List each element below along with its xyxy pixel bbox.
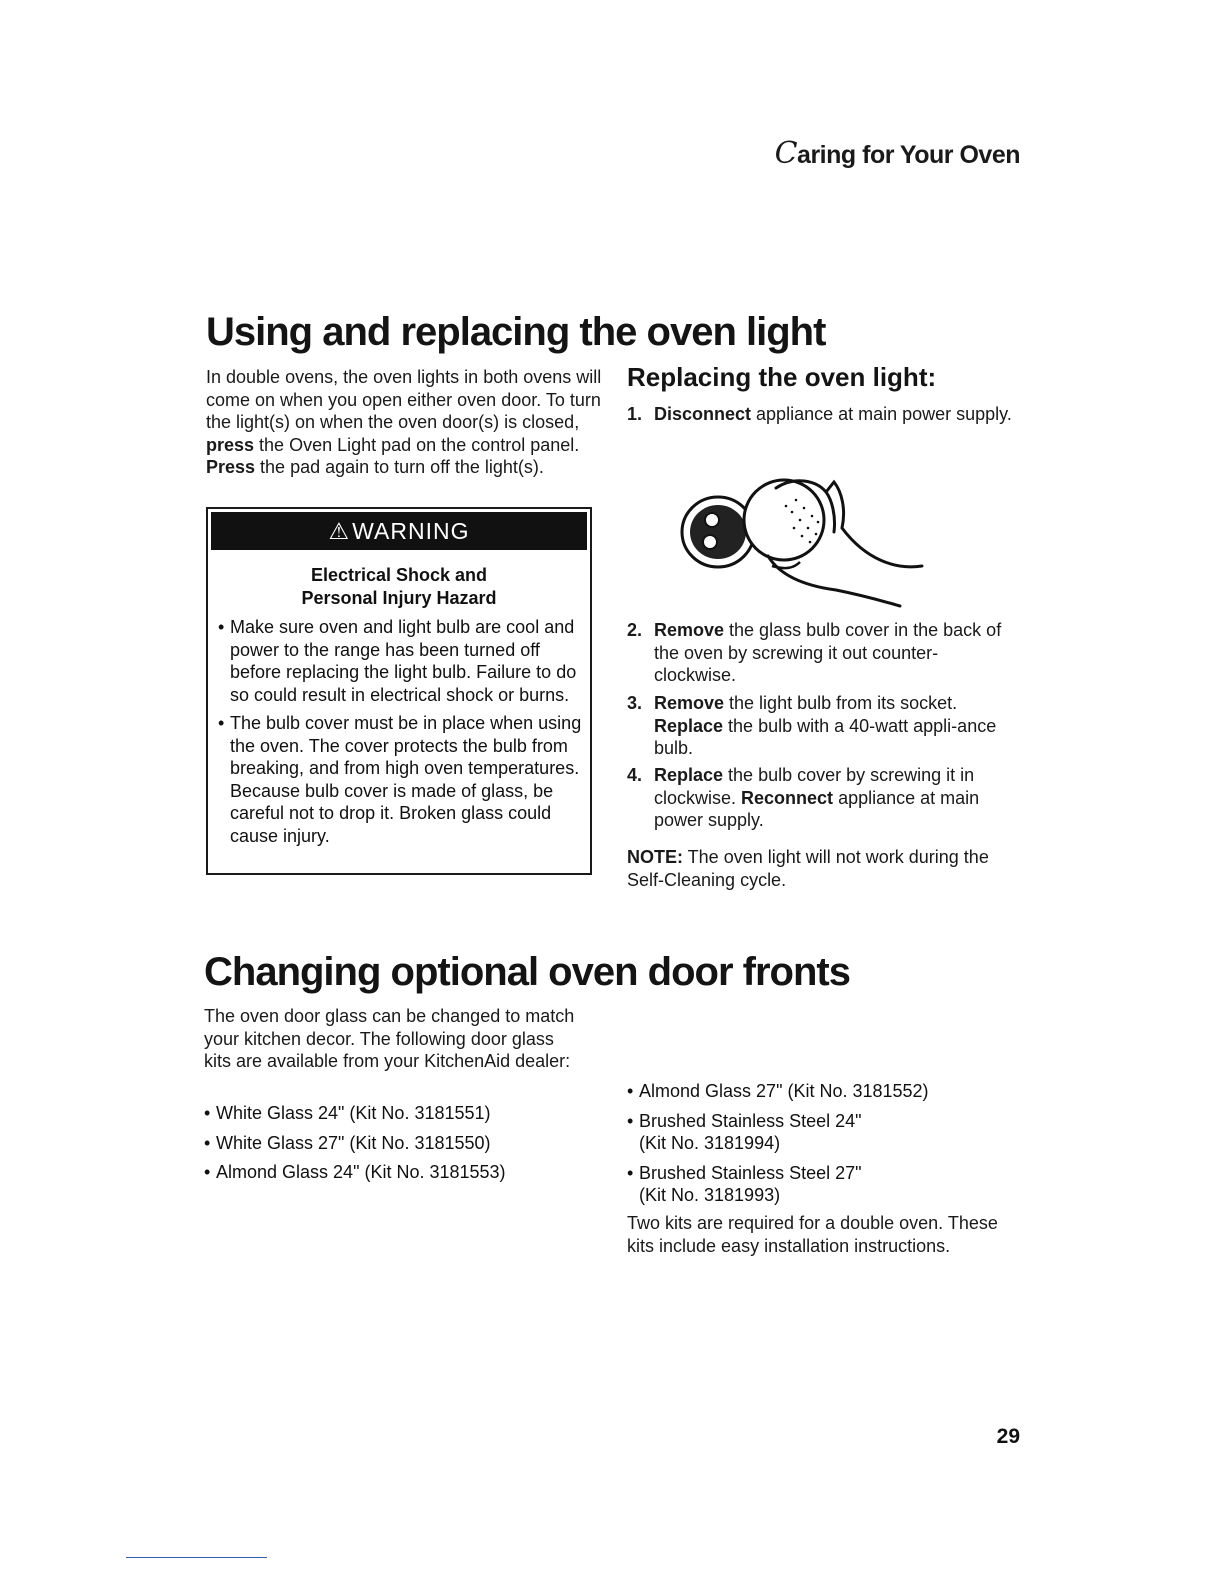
intro-text: In double ovens, the oven lights in both ovens will come on when you open either oven door. To turn the light(s) on when the oven door(s) is closed, [206, 367, 602, 432]
note-text: The oven light will not work during the Self-Cleaning cycle. [627, 847, 989, 890]
step-text: appliance at main power supply. [751, 404, 1012, 424]
page-number: 29 [996, 1425, 1020, 1448]
bullet-icon: • [204, 1132, 211, 1153]
warning-list [208, 616, 590, 847]
step-text [654, 403, 1017, 426]
bullet-icon: • [627, 1110, 634, 1131]
glass-bulb-cover [744, 480, 824, 560]
bullet-icon: • [627, 1162, 634, 1183]
hand-unscrewing-bulb-cover-illustration [676, 470, 926, 610]
step-emphasis: Replace [654, 765, 724, 785]
step-emphasis: Replace [654, 715, 724, 736]
step-text [654, 692, 1017, 760]
kit-list-left [204, 1102, 584, 1191]
footer-rule [126, 1557, 267, 1558]
replacing-oven-light-title: Replacing the oven light: [627, 362, 937, 392]
step-text: the bulb with a 40-watt appli-ance bulb. [654, 715, 997, 758]
step-emphasis: Remove [654, 693, 725, 713]
kit-list-right [627, 1080, 1007, 1214]
kit-item [627, 1162, 889, 1207]
step-3 [627, 692, 1017, 760]
running-header [700, 136, 1020, 171]
hand-palm-outline [768, 556, 900, 606]
intro-emphasis: Press [206, 457, 256, 477]
warning-item [218, 616, 582, 706]
hazard-title-line-1: Electrical Shock and [310, 565, 488, 585]
bullet-icon: • [218, 617, 225, 637]
door-kits-closing: Two kits are required for a double oven. These kits include easy installation instructions. [627, 1213, 998, 1256]
hazard-title [208, 564, 590, 610]
kit-item-text: Brushed Stainless Steel 24" (Kit No. 3181994) [639, 1110, 862, 1153]
step-emphasis: Remove [654, 620, 725, 640]
step-emphasis: Disconnect [654, 404, 752, 424]
step-text: the bulb cover by screwing it in clockwise. [654, 765, 975, 808]
step-4 [627, 764, 1017, 832]
intro-text: the Oven Light pad on the control panel. [254, 434, 580, 455]
note-label: NOTE: [627, 847, 683, 867]
self-clean-note [627, 846, 1017, 891]
step-2 [627, 619, 1017, 687]
kit-item [204, 1102, 584, 1125]
step-number: 3. [627, 693, 643, 713]
step-number: 1. [627, 404, 643, 424]
section-title-door-fronts: Changing optional oven door fronts [204, 950, 850, 994]
bullet-icon: • [204, 1103, 211, 1123]
socket-contact-bottom [703, 535, 717, 549]
kit-item [627, 1080, 1007, 1103]
kit-item-text: Almond Glass 24" (Kit No. 3181553) [216, 1162, 506, 1182]
warning-label: WARNING [352, 517, 470, 544]
step-number: 4. [627, 765, 643, 785]
kit-item-text: Brushed Stainless Steel 27" (Kit No. 3181993) [639, 1162, 862, 1205]
bullet-icon: • [204, 1162, 211, 1182]
step-1 [627, 403, 1017, 426]
running-header-text: aring for Your Oven [797, 141, 1020, 169]
kit-item-text: White Glass 27" (Kit No. 3181550) [216, 1132, 491, 1153]
intro-text: the pad again to turn off the light(s). [255, 457, 544, 477]
step-emphasis: Reconnect [741, 787, 834, 808]
warning-banner [211, 512, 587, 550]
socket-contact-top [705, 513, 719, 527]
step-text [654, 619, 1017, 687]
kit-item-text: White Glass 24" (Kit No. 3181551) [216, 1103, 491, 1123]
step-number: 2. [627, 620, 643, 640]
step-text [654, 764, 1017, 832]
hazard-title-line-2: Personal Injury Hazard [301, 588, 497, 608]
kit-item [204, 1132, 584, 1155]
bullet-icon: • [627, 1081, 634, 1101]
step-text: appliance at main power supply. [654, 787, 980, 830]
bullet-icon: • [218, 713, 225, 733]
door-fronts-intro: The oven door glass can be changed to match your kitchen decor. The following door glass kits are available from your KitchenAid dealer: [204, 1006, 575, 1071]
section-title-oven-light: Using and replacing the oven light [206, 310, 826, 354]
oven-light-intro [206, 366, 606, 479]
warning-item-text: Make sure oven and light bulb are cool and power to the range has been turned off before replacing the light bulb. Failure to do so could result in electrical shock or burns. [230, 617, 577, 705]
kit-item-text: Almond Glass 27" (Kit No. 3181552) [639, 1081, 929, 1101]
socket-ring-inner [690, 505, 746, 559]
warning-box [206, 507, 592, 875]
kit-item [627, 1110, 889, 1155]
step-text: the light bulb from its socket. [724, 693, 958, 713]
running-header-initial: C [774, 136, 798, 171]
warning-item-text: The bulb cover must be in place when using the oven. The cover protects the bulb from breaking, and from high oven temperatures. Because bulb cover is made of glass, be careful not to drop it. Broken glass could cause injury. [230, 713, 582, 846]
intro-emphasis: press [206, 434, 255, 455]
step-text: the glass bulb cover in the back of the oven by screwing it out counter-clockwise. [654, 620, 1002, 685]
kit-item [204, 1161, 584, 1184]
warning-item [218, 712, 582, 847]
warning-triangle-icon: ⚠ [328, 517, 351, 544]
